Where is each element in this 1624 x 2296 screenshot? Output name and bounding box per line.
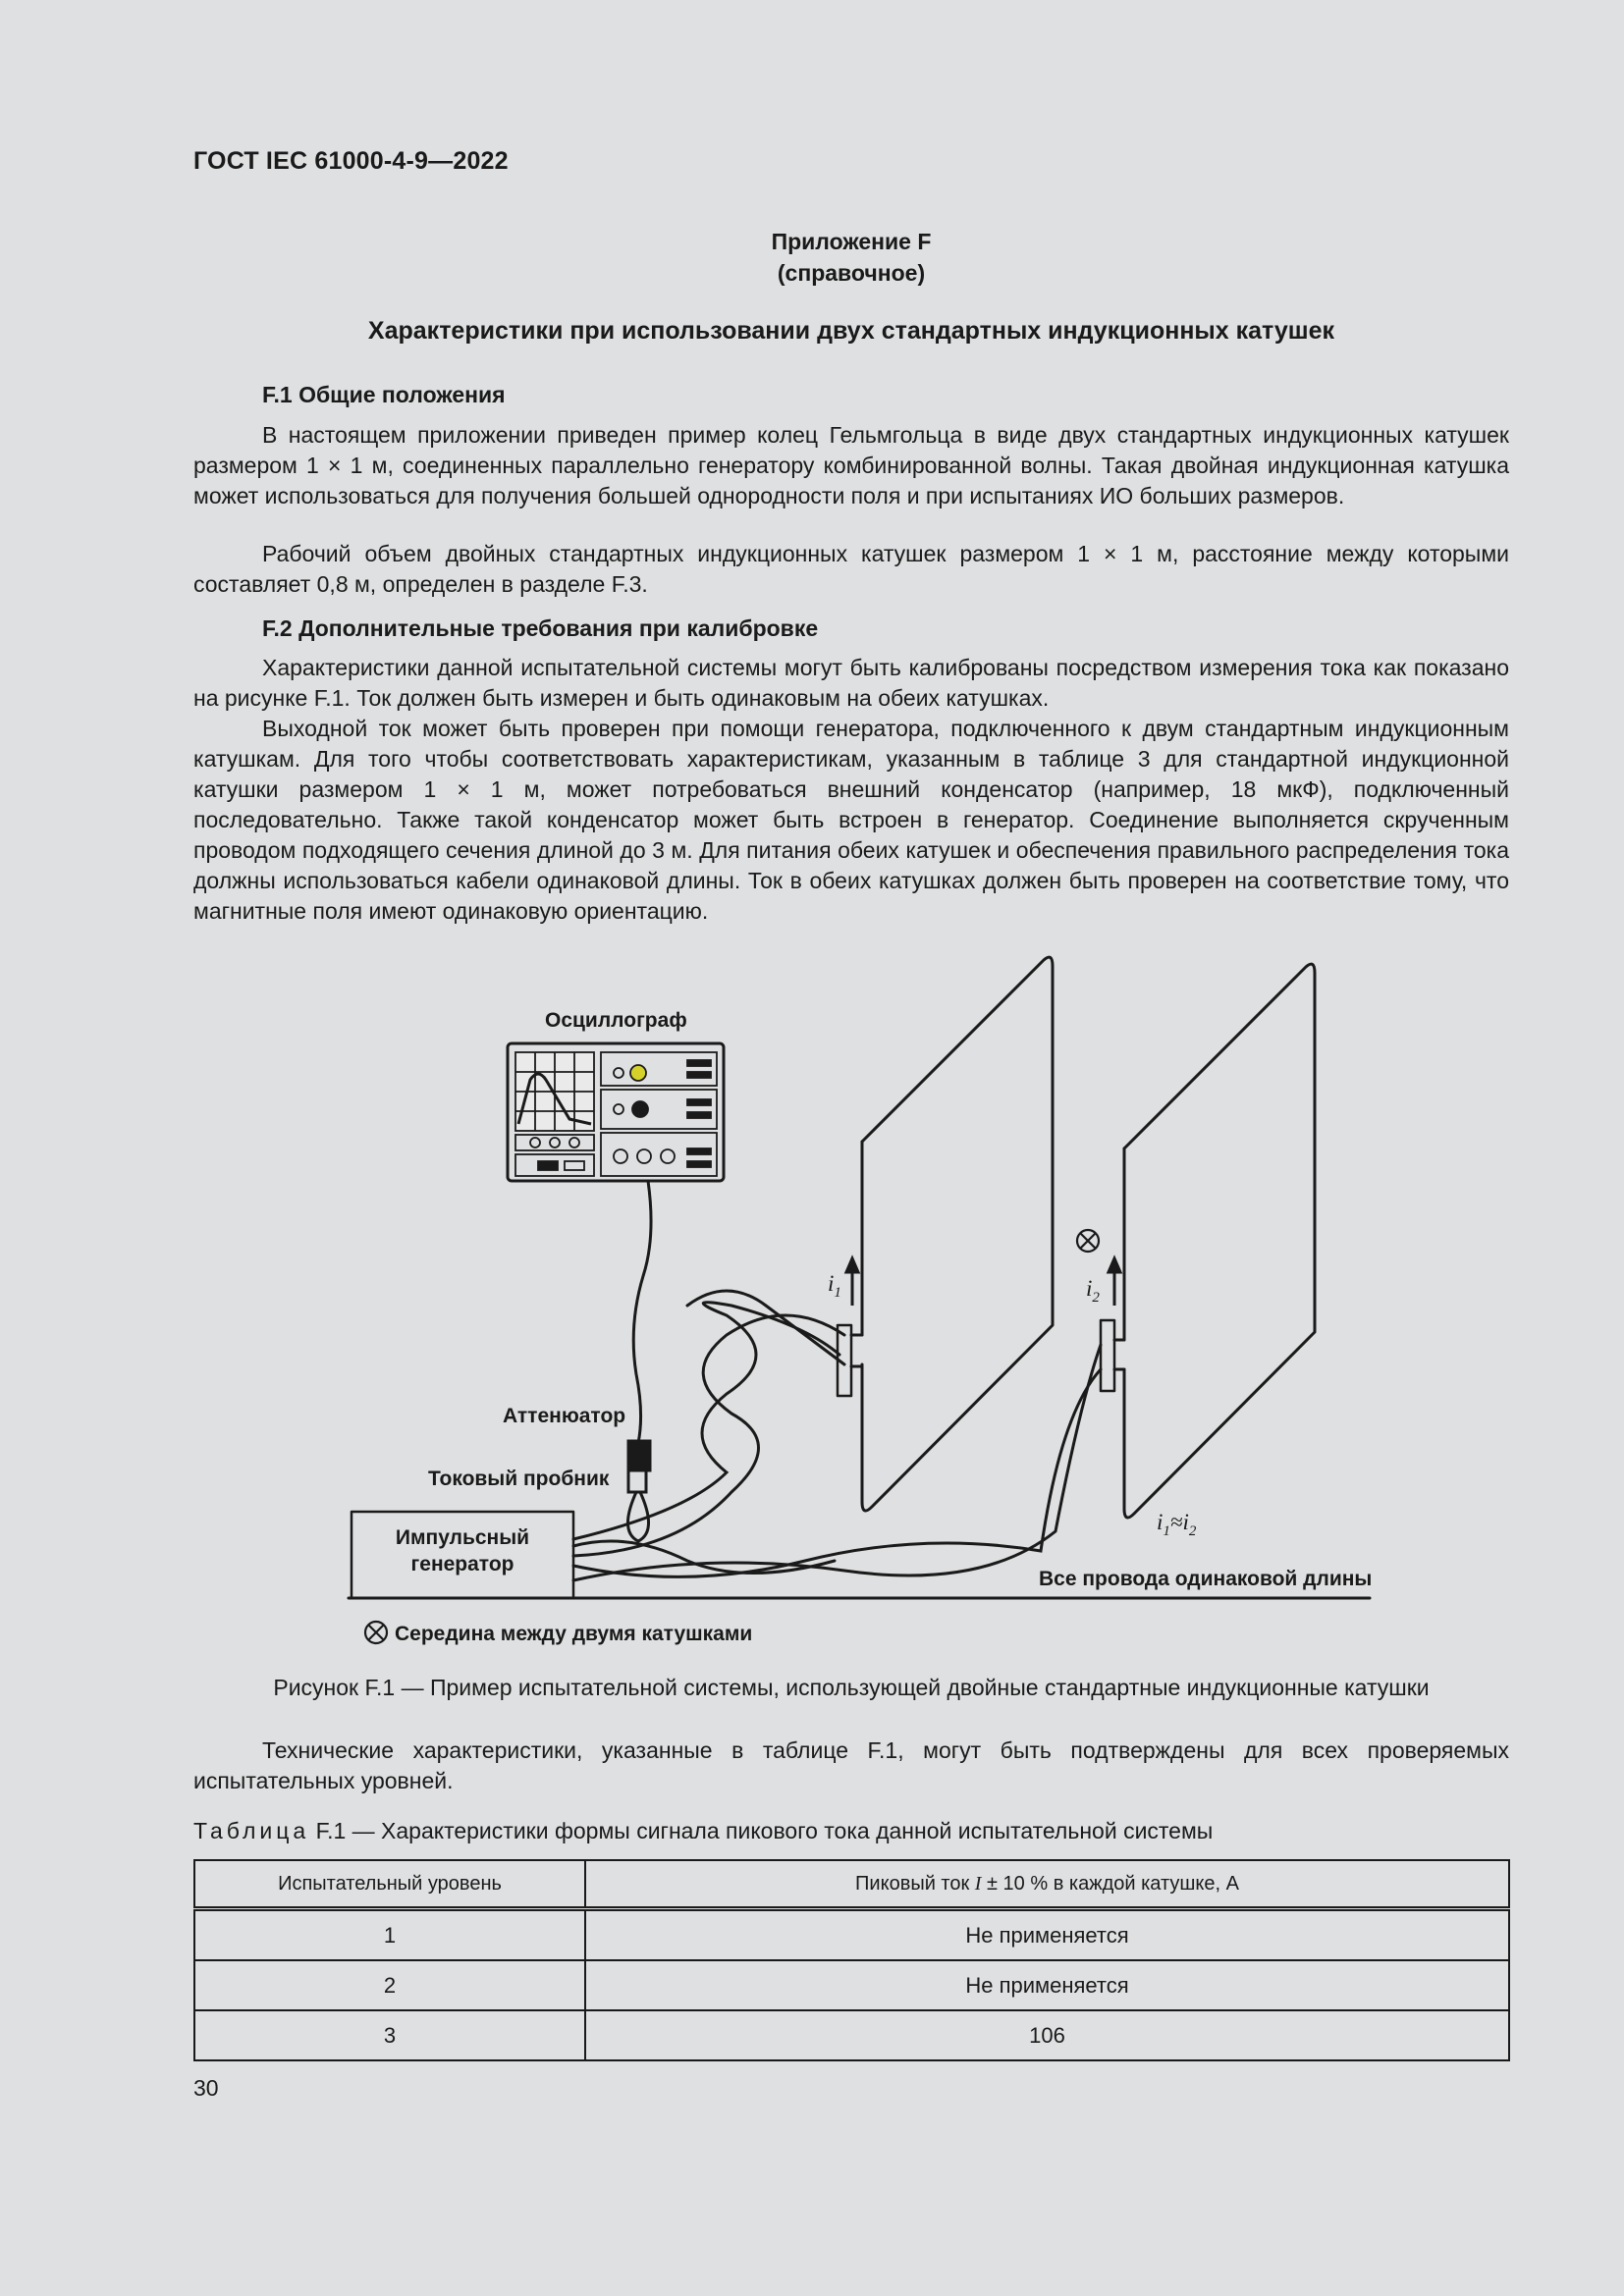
paragraph: Технические характеристики, указанные в таблице F.1, могут быть подтверждены для всех проверяемых испытательных уровней. [193, 1737, 1509, 1793]
oscilloscope-panel [515, 1052, 717, 1176]
table-row [194, 1960, 1509, 2010]
figure-caption: Рисунок F.1 — Пример испытательной системы, использующей двойные стандартные индукционные катушки [273, 1675, 1430, 1700]
table-title [193, 1818, 1213, 1844]
table-caption: F.1 — Характеристики формы сигнала пикового тока данной испытательной системы [309, 1818, 1214, 1843]
label-current-probe: Токовый пробник [428, 1468, 610, 1490]
paragraph: Рабочий объем двойных стандартных индукционных катушек размером 1 × 1 м, расстояние между которыми составляет 0,8 м, определен в разделе F.3. [193, 541, 1509, 597]
paragraph: В настоящем приложении приведен пример колец Гельмгольца в виде двух стандартных индукционных катушек размером 1 × 1 м, соединенных параллельно генератору комбинированной волны. Такая двойная индукционная катушка может использоваться для получения большей однородности поля и при испытаниях ИО больших размеров. [193, 422, 1509, 508]
cell-current: Не применяется [585, 1909, 1509, 1961]
label-i1: $i_1$ [828, 1271, 841, 1301]
table-label: Таблица [193, 1818, 310, 1843]
induction-coil-2 [1124, 964, 1315, 1518]
test-system-diagram [0, 942, 1624, 1659]
induction-coil-1 [862, 957, 1053, 1511]
paragraph: Характеристики данной испытательной системы могут быть калиброваны посредством измерения тока как показано на рисунке F.1. Ток должен быть измерен и быть одинаковым на обеих катушках. [193, 655, 1509, 711]
cell-level: 2 [194, 1960, 585, 2010]
label-midpoint: Середина между двумя катушками [395, 1623, 753, 1645]
label-generator-line2: генератор [410, 1553, 514, 1575]
cell-level: 3 [194, 2010, 585, 2060]
label-generator-line1: Импульсный [395, 1526, 530, 1549]
cell-current: Не применяется [585, 1960, 1509, 2010]
oscilloscope-cable [633, 1181, 651, 1443]
peak-current-table [193, 1859, 1510, 2061]
table-header-row [194, 1860, 1509, 1909]
annex-heading [193, 226, 1509, 289]
label-i2: $i_2$ [1086, 1276, 1100, 1306]
standard-header: ГОСТ IEC 61000-4-9—2022 [193, 147, 509, 175]
main-title: Характеристики при использовании двух стандартных индукционных катушек [367, 317, 1335, 345]
label-current-equality: $i_1\approx i_2$ [1157, 1510, 1197, 1539]
table-row [194, 2010, 1509, 2060]
cell-level: 1 [194, 1909, 585, 1961]
label-oscilloscope: Осциллограф [545, 1009, 687, 1032]
header-peak-current: Пиковый ток I ± 10 % в каждой катушке, А [585, 1860, 1509, 1909]
annex-title: Приложение F [771, 229, 932, 254]
section-heading-f1: F.1 Общие положения [262, 382, 506, 407]
annex-subtitle: (справочное) [777, 260, 926, 286]
figure-f1 [0, 942, 1624, 1659]
paragraph: Выходной ток может быть проверен при помощи генератора, подключенного к двум стандартным индукционным катушкам. Для того чтобы соответствовать характеристикам, указанным в таблице 3 для стандартной индукционной катушки размером 1 × 1 м, может потребоваться внешний конденсатор (например, 18 мкФ), подключенный последовательно. Также такой конденсатор может быть встроен в генератор. Соединение выполняется скрученным проводом подходящего сечения длиной до 3 м. Для питания обеих катушек и обеспечения правильного распределения тока должны использоваться кабели одинаковой длины. Ток в обеих катушках должен быть проверен на соответствие тому, что магнитные поля имеют одинаковую ориентацию. [193, 716, 1509, 924]
section-heading-f2: F.2 Дополнительные требования при калибровке [262, 615, 819, 641]
cell-current: 106 [585, 2010, 1509, 2060]
page-number: 30 [193, 2075, 219, 2101]
header-test-level: Испытательный уровень [194, 1860, 585, 1909]
label-same-length: Все провода одинаковой длины [1039, 1568, 1373, 1590]
label-attenuator: Аттенюатор [503, 1405, 626, 1427]
table-row [194, 1909, 1509, 1961]
